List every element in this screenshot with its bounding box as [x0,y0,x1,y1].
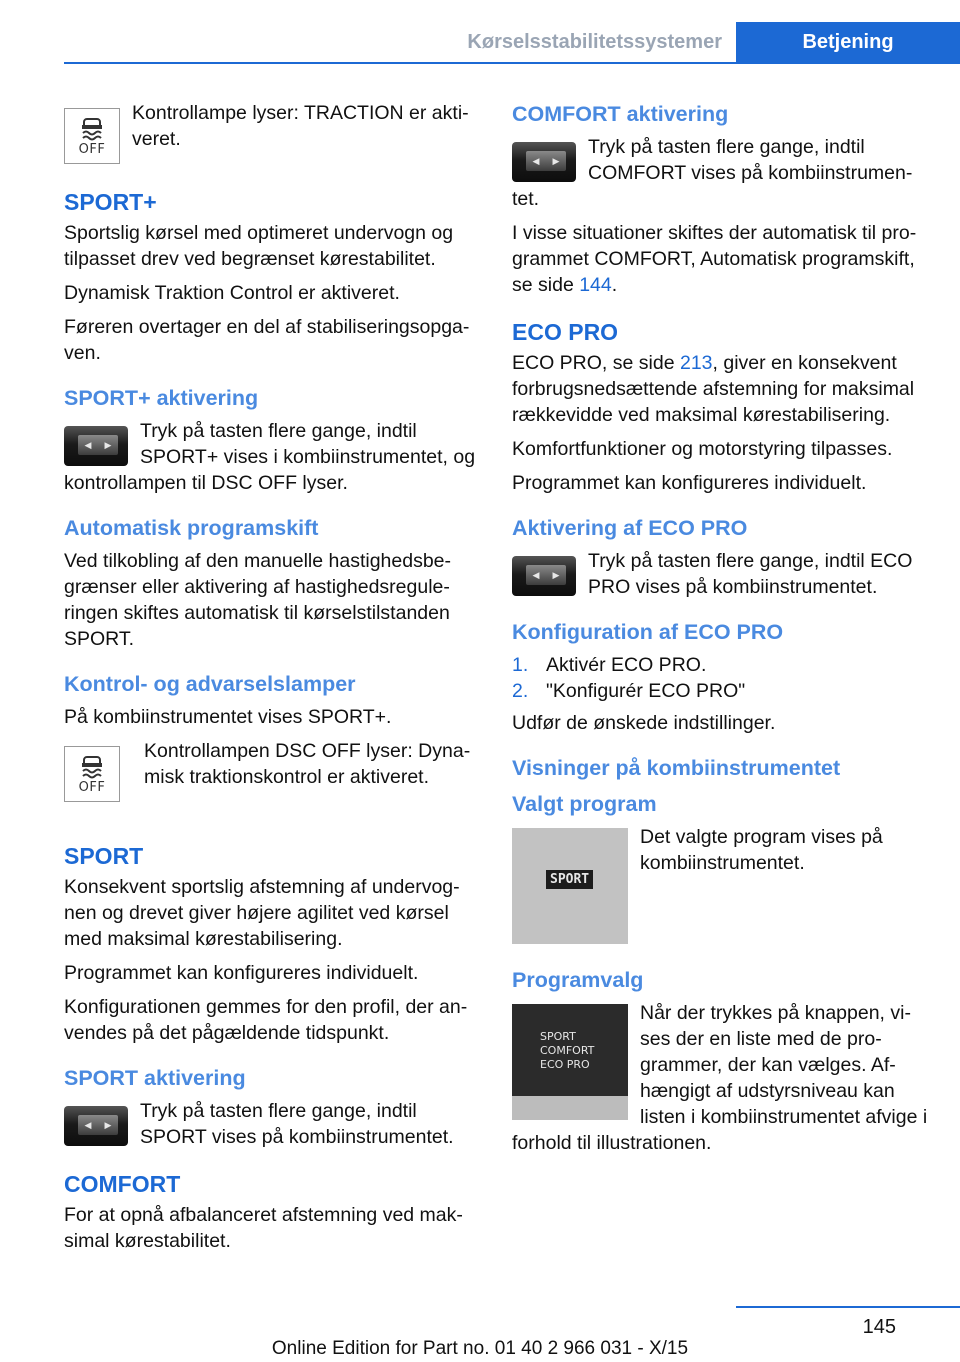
lamp-off-label: OFF [78,779,106,795]
heading-eco-pro: ECO PRO [512,319,619,345]
comfort-activation-text: Tryk på tasten flere gange, indtil COMFORT vises på kombiinstrumentet. [512,136,913,210]
heading-lamps: Kontrol- og advarselslamper [64,672,356,696]
eco-pro-activation-text: Tryk på tasten flere gange, indtil ECO PRO vises på kombiinstrumentet. [588,550,913,598]
page-link-213[interactable]: 213 [679,352,713,374]
dsc-off-lamp-icon-2 [64,746,120,802]
eco-pro-paragraph-1 [512,350,928,428]
selected-program-block [512,824,928,948]
auto-switch-end: . [611,274,618,296]
dsc-lamp-text: Kontrollampen DSC OFF lyser: Dynamisk traktionskontrol er aktiveret. [144,740,471,788]
menu-item-comfort: COMFORT [540,1044,595,1057]
list-item: 1. Aktivér ECO PRO. [512,654,707,676]
config-after-text: Udfør de ønskede indstillinger. [512,712,776,734]
traction-lamp-text: Kontrollampe lyser: TRACTION er aktiveret. [132,102,469,150]
drive-mode-switch-icon: ◀ ▶ [64,1106,128,1146]
auto-switch-paragraph [512,220,928,298]
heading-comfort-activation: COMFORT aktivering [512,102,729,126]
selected-program-text: Det valgte program vises på kombiinstrumentet. [640,826,883,874]
heading-instrument-displays: Visninger på kombiinstrumentet [512,756,841,780]
program-selection-text: Når der trykkes på knappen, vises der en liste med de programmer, der kan vælges. Afhængigt af udstyrsniveau kan listen i kombiinstrumentet afvige i forhold til illustrationen. [512,1002,928,1154]
heading-comfort: COMFORT [64,1171,181,1197]
footer-rule [736,1306,960,1308]
sport-activation-text: Tryk på tasten flere gange, indtil SPORT vises på kombiinstrumentet. [140,1100,454,1148]
car-skid-icon [77,754,107,780]
right-column [512,100,928,1164]
eco-pro-activation-block [512,548,928,600]
dsc-lamp-block [64,738,476,822]
list-item: 2. "Konfigurér ECO PRO" [512,680,746,702]
sport-paragraph-3: Konfigurationen gemmes for den profil, der anvendes på det pågældende tidspunkt. [64,996,468,1044]
eco-pro-text-pre: ECO PRO, se side [512,352,680,374]
sport-paragraph-1: Konsekvent sportslig afstemning af undervognen og drevet giver højere agilitet ved kørsel med maksimal kørestabilisering. [64,876,460,950]
drive-mode-switch-icon: ◀ ▶ [512,142,576,182]
sport-tag: SPORT [546,870,593,889]
eco-pro-paragraph-3: Programmet kan konfigureres individuelt. [512,472,867,494]
dsc-off-lamp-icon [64,108,120,164]
heading-eco-pro-activation: Aktivering af ECO PRO [512,516,748,540]
heading-auto-program: Automatisk programskift [64,516,319,540]
drive-mode-switch-icon: ◀ ▶ [64,426,128,466]
sportplus-paragraph-1: Sportslig kørsel med optimeret undervogn og tilpasset drev ved begrænset kørestabilitet. [64,222,454,270]
instrument-screen-image [512,828,628,944]
auto-program-text: Ved tilkobling af den manuelle hastighedsbegrænser eller aktivering af hastighedsreguleringen skiftes automatisk til kørselstilstanden SPORT. [64,550,452,650]
sportplus-activation-text: Tryk på tasten flere gange, indtil SPORT+ vises i kombiinstrumentet, og kontrollampen til DSC OFF lyser. [64,420,476,494]
config-steps [512,652,928,704]
left-column [64,100,476,1262]
heading-sport-activation: SPORT aktivering [64,1066,246,1090]
edition-footer: Online Edition for Part no. 01 40 2 966 031 - X/15 [271,1338,689,1359]
menu-item-eco-pro: ECO PRO [540,1058,590,1071]
eco-pro-text-post: , giver en konsekvent forbrugsnedsættende afstemning for maksimal rækkevidde ved maksimal kørestabilisering. [512,352,915,426]
header-rule [64,62,960,64]
program-menu-image [512,1004,628,1120]
sportplus-activation-block [64,418,476,496]
lamp-off-label: OFF [78,141,106,157]
sport-activation-block [64,1098,476,1150]
comfort-text: For at opnå afbalanceret afstemning ved maksimal kørestabilitet. [64,1204,463,1252]
heading-eco-pro-config: Konfiguration af ECO PRO [512,620,784,644]
heading-sportplus-activation: SPORT+ aktivering [64,386,259,410]
page-link-144[interactable]: 144 [579,274,612,296]
page-header [0,0,960,62]
sport-paragraph-2: Programmet kan konfigureres individuelt. [64,962,419,984]
eco-pro-paragraph-2: Komfortfunktioner og motorstyring tilpasses. [512,438,893,460]
chapter-tab: Betjening [736,22,960,62]
comfort-activation-block [512,134,928,212]
sportplus-paragraph-3: Føreren overtager en del af stabiliseringsopgaven. [64,316,470,364]
heading-sport: SPORT [64,843,144,869]
heading-sportplus: SPORT+ [64,189,157,215]
drive-mode-switch-icon: ◀ ▶ [512,556,576,596]
auto-switch-text: I visse situationer skiftes der automatisk til programmet COMFORT, Automatisk programskift, se side [512,222,917,296]
traction-lamp-block [64,100,476,168]
heading-program-selection: Programvalg [512,968,644,992]
heading-selected-program: Valgt program [512,792,657,816]
menu-item-sport: SPORT [540,1030,576,1043]
lamps-text: På kombiinstrumentet vises SPORT+. [64,706,392,728]
sportplus-paragraph-2: Dynamisk Traktion Control er aktiveret. [64,282,400,304]
page-number: 145 [862,1316,896,1338]
program-selection-block [512,1000,928,1156]
section-title: Kørselsstabilitetssystemer [467,31,722,53]
car-skid-icon [77,116,107,142]
